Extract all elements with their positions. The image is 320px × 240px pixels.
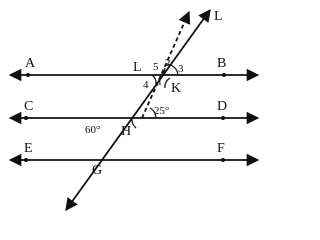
point-d-dot xyxy=(221,116,225,120)
transversal-line xyxy=(66,10,210,210)
label-b: B xyxy=(217,56,227,71)
label-point-l: L xyxy=(133,60,142,75)
label-point-h: H xyxy=(121,124,132,139)
angle-label-25: 25° xyxy=(154,105,170,117)
label-c: C xyxy=(24,99,34,114)
point-a-dot xyxy=(26,73,30,77)
label-e: E xyxy=(24,141,33,156)
point-b-dot xyxy=(222,73,226,77)
angle-arc-1 xyxy=(165,78,170,88)
angle-label-1: 1 xyxy=(157,76,163,88)
angle-label-2: 2 xyxy=(165,57,171,69)
angle-label-60: 60° xyxy=(85,124,101,136)
label-a: A xyxy=(25,56,36,71)
label-point-k: K xyxy=(171,81,182,96)
label-d: D xyxy=(217,99,228,114)
label-f: F xyxy=(217,141,225,156)
label-point-g: G xyxy=(92,163,103,178)
angle-label-4: 4 xyxy=(143,79,149,91)
point-f-dot xyxy=(221,158,225,162)
point-e-dot xyxy=(24,158,28,162)
angle-arc-4 xyxy=(152,75,156,84)
label-line-l: L xyxy=(214,9,223,24)
angle-label-5: 5 xyxy=(153,61,159,73)
point-c-dot xyxy=(24,116,28,120)
angle-label-3: 3 xyxy=(178,63,184,75)
angle-arc-60 xyxy=(132,118,136,128)
